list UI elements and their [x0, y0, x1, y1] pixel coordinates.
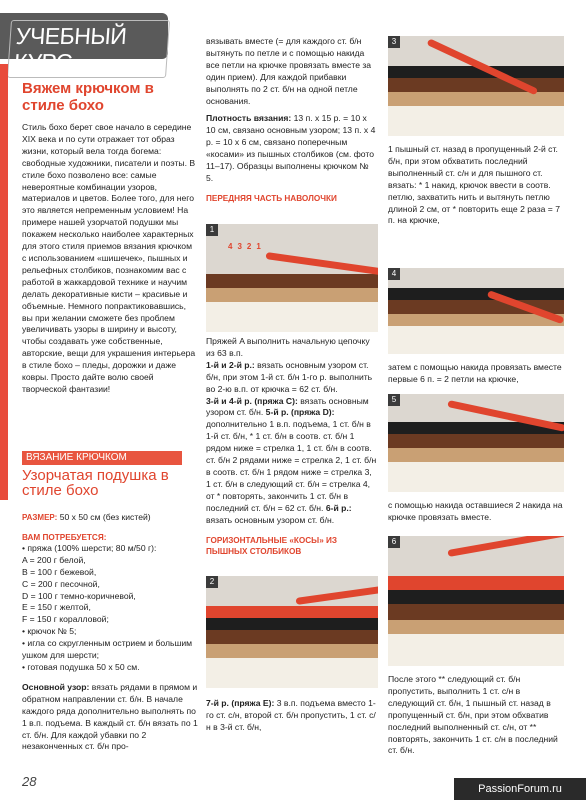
row34: 3-й и 4-й р. (пряжа С): вязать основным узором ст. б/н. 5-й р. (пряжа D): дополнительно 1 в.п. подъема, 1 ст. б/н в 1-й ст. б/н, * 1 ст. б/н в соотв. ст. б/н 1 рядом ниже = стрелка 1, 1 ст. б/н в соотв. ст. б/н 2 рядами ниже = стрелка 2, 1 ст. б/н в соотв. ст. б/н 1 рядом ниже = стрелка 3, 1 ст. б/н в следующий ст. б/н = стрелка 4, от * повторять, закончить 1 ст. б/н в последний ст. б/н = 62 ст. б/н. 6-й р.: вязать основным узором ст. б/н. — [206, 395, 377, 525]
list-item: F = 150 г коралловой; — [22, 614, 109, 625]
article-intro: Стиль бохо берет свое начало в середине XIX века и по сути отражает тот образ жизни, который вела тогда богема: свободные художники, писатели и поэты. В стиле бохо позволено все: самые невероятные комбинации узоров, материалов и цветов. Более того, для него это является непременным условием! На примере нашей узорчатой подушки мы покажем несколько наиболее характерных для этого стиля приемов вязания крючком с использованием «шишечек», пышных и рельефных столбиков, познакомим вас с работой в жаккардовой технике и научим делать декоративные кисти – красивые и объемные. Немного попрактиковавшись, вы при желании сможете без проблем увеличивать узоры в ширину и высоту, чтобы создавать уже собственные, авторские, вещи для украшения интерьера в стиле бохо – пледы, дорожки и даже ковры. Просто дайте волю своей творческой фантазии! — [22, 122, 196, 394]
photo-number: 5 — [388, 394, 400, 406]
text-5: с помощью накида оставшиеся 2 накида на крючке провязать вместе. — [388, 500, 563, 522]
photo-1 — [206, 224, 378, 332]
photo-number: 1 — [206, 224, 218, 236]
braids-heading: ГОРИЗОНТАЛЬНЫЕ «КОСЫ» ИЗ ПЫШНЫХ СТОЛБИКОВ — [206, 535, 338, 556]
photo-4 — [388, 268, 564, 354]
list-item: A = 200 г белой, — [22, 554, 86, 565]
front-instructions — [206, 336, 378, 557]
photo-5 — [388, 394, 564, 492]
photo-number: 4 — [388, 268, 400, 280]
crochet-hook-icon — [447, 536, 564, 557]
photo-number: 2 — [206, 576, 218, 588]
density-paragraph — [206, 113, 378, 184]
size-label: РАЗМЕР: — [22, 513, 58, 522]
row12: 1-й и 2-й р.: вязать основным узором ст. б/н, при этом 1-й ст. б/н 1-го р. выполнить во 2-ю в.п. от крючка = 62 ст. б/н. — [206, 359, 373, 394]
section-tab-label: УЧЕБНЫЙ КУРС — [7, 20, 170, 78]
section-subtitle: Узорчатая подушка в стиле бохо — [22, 467, 169, 499]
list-item: E = 150 г желтой, — [22, 602, 91, 613]
text-6: После этого ** следующий ст. б/н пропустить, выполнить 1 ст. с/н в следующий ст. б/н, 1 пышный ст. назад в пропущенный ст. б/н, при этом обхватив последний выполненный ст. с/н, от ** повторять, закончить 1 ст. с/н в последний ст. б/н. — [388, 674, 558, 756]
photo-3 — [388, 36, 564, 136]
column-2 — [206, 36, 378, 204]
accent-bar — [0, 64, 8, 500]
list-item: B = 100 г бежевой, — [22, 566, 97, 577]
photo-6 — [388, 536, 564, 666]
text-3: 1 пышный ст. назад в пропущенный 2-й ст. б/н, при этом обхватить последний выполненный ст. с/н и для пышного ст. вязать: * 1 накид, крючок ввести в соотв. петлю, захватить нить и вытянуть петлю длиной 2 см, от * повторить еще 2 раза = 7 п. на крючке, — [388, 144, 560, 226]
column-1 — [22, 80, 198, 396]
density-text: 13 п. х 15 р. = 10 х 10 см, связано основным узором; 13 п. х 4 р. = 10 х 6 см, связано поперечным «косами» из пышных столбиков (см. фото 11–17). Образцы выполнены крючком № 5. — [206, 113, 376, 183]
list-item: • крючок № 5; — [22, 626, 77, 637]
density-label: Плотность вязания: — [206, 113, 292, 124]
photo-2 — [206, 576, 378, 688]
materials-block — [22, 512, 198, 753]
crochet-hook-icon — [296, 584, 378, 605]
text-4: затем с помощью накида провязать вместе первые 6 п. = 2 петли на крючке, — [388, 362, 562, 384]
page-number: 28 — [22, 774, 37, 789]
photo-number: 6 — [388, 536, 400, 548]
front-heading: ПЕРЕДНЯЯ ЧАСТЬ НАВОЛОЧКИ — [206, 193, 337, 203]
site-watermark: PassionForum.ru — [454, 778, 586, 800]
cont-text: вязывать вместе (= для каждого ст. б/н вытянуть по петле и с помощью накида все петли на крючке провязать вместе за один прием). Для каждой прибавки выполнять по 2 ст. б/н на одной петле основания. — [206, 36, 372, 106]
list-item: • пряжа (100% шерсти; 80 м/50 г): — [22, 542, 157, 553]
list-item: D = 100 г темно-коричневой, — [22, 590, 136, 601]
front-text: Пряжей A выполнить начальную цепочку из 63 в.п. — [206, 336, 370, 358]
list-item: • игла со скругленным острием и большим ушком для шерсти; — [22, 638, 193, 661]
size-value: 50 х 50 см (без кистей) — [57, 512, 151, 522]
row7-block: 7-й р. (пряжа Е): 3 в.п. подъема вместо 1-го ст. с/н, второй ст. б/н пропустить, 1 ст. с/н в 3-й ст. б/н, — [206, 698, 376, 732]
section-tab — [0, 13, 168, 75]
pattern-label: Основной узор: — [22, 681, 90, 692]
photo-number: 3 — [388, 36, 400, 48]
list-item: • готовая подушка 50 х 50 см. — [22, 661, 140, 672]
arrow-labels: 4321 — [228, 242, 266, 251]
size-line — [22, 512, 198, 524]
pattern-text: вязать рядами в прямом и обратном направлении ст. б/н. В начале каждого ряда дополнительно выполнять по 1 в.п. подъема. В каждый ст. б/н вязать по 1 ст. б/н. Для каждой убавки по 2 незаконченных ст. б/н про- — [22, 681, 198, 752]
section-bar: ВЯЗАНИЕ КРЮЧКОМ — [22, 451, 182, 465]
materials-heading: ВАМ ПОТРЕБУЕТСЯ: — [22, 532, 107, 542]
pattern-paragraph — [22, 682, 198, 753]
article-title: Вяжем крючком в стиле бохо — [22, 80, 154, 114]
list-item: C = 200 г песочной, — [22, 578, 100, 589]
materials-list — [22, 543, 198, 674]
